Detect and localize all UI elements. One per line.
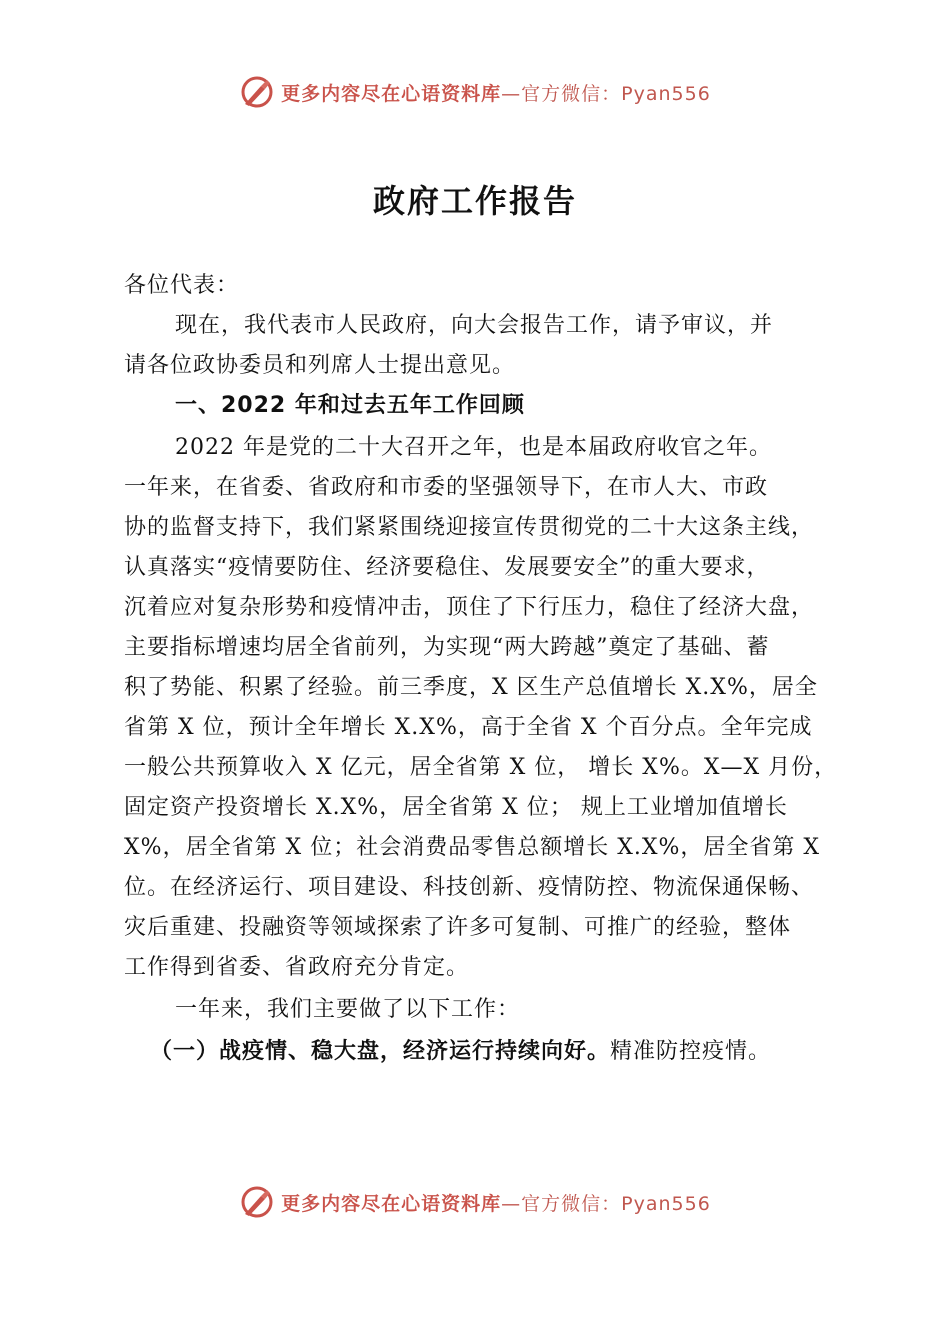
item-heading-line	[150, 1032, 870, 1072]
body-line: 省第 X 位，预计全年增长 X.X%，高于全省 X 个百分点。全年完成	[124, 715, 813, 740]
banner-wechat-text: —官方微信：Pyan556	[501, 82, 711, 105]
intro-line: 请各位政协委员和列席人士提出意见。	[124, 353, 516, 378]
section-heading: 一、2022 年和过去五年工作回顾	[175, 393, 525, 418]
item-heading-rest: 精准防控疫情。	[610, 1039, 772, 1064]
body-line: 一年来，在省委、省政府和市委的坚强领导下，在市人大、市政	[124, 475, 769, 500]
banner-brand-text: 更多内容尽在心语资料库	[281, 1192, 502, 1215]
pen-circle-logo-icon	[239, 1184, 275, 1220]
footer-watermark-banner	[0, 1180, 950, 1224]
pen-circle-logo-icon	[239, 74, 275, 110]
body-line: X%，居全省第 X 位；社会消费品零售总额增长 X.X%，居全省第 X	[124, 835, 821, 860]
banner-wechat-text: —官方微信：Pyan556	[501, 1192, 711, 1215]
body-line: 灾后重建、投融资等领域探索了许多可复制、可推广的经验，整体	[124, 915, 792, 940]
intro-line: 现在，我代表市人民政府，向大会报告工作，请予审议，并	[175, 313, 774, 338]
summary-line: 一年来，我们主要做了以下工作：	[175, 997, 521, 1022]
body-line: 主要指标增速均居全省前列，为实现“两大跨越”奠定了基础、蓄	[124, 635, 770, 660]
salutation: 各位代表：	[124, 273, 240, 298]
item-heading-bold: （一）战疫情、稳大盘，经济运行持续向好。	[150, 1039, 611, 1064]
body-line: 认真落实“疫情要防住、经济要稳住、发展要安全”的重大要求，	[124, 555, 770, 580]
body-line: 位。在经济运行、项目建设、科技创新、疫情防控、物流保通保畅、	[124, 875, 815, 900]
body-line: 2022 年是党的二十大召开之年，也是本届政府收官之年。	[175, 435, 772, 460]
body-line: 固定资产投资增长 X.X%，居全省第 X 位； 规上工业增加值增长	[124, 795, 788, 820]
body-line: 协的监督支持下，我们紧紧围绕迎接宣传贯彻党的二十大这条主线，	[124, 515, 815, 540]
body-line: 一般公共预算收入 X 亿元，居全省第 X 位， 增长 X%。X—X 月份，	[124, 755, 838, 780]
header-watermark-banner	[0, 70, 950, 114]
body-line: 工作得到省委、省政府充分肯定。	[124, 955, 470, 980]
page-title: 政府工作报告	[372, 182, 577, 220]
body-line: 沉着应对复杂形势和疫情冲击，顶住了下行压力，稳住了经济大盘，	[124, 595, 815, 620]
body-line: 积了势能、积累了经验。前三季度，X 区生产总值增长 X.X%，居全	[124, 675, 818, 700]
banner-brand-text: 更多内容尽在心语资料库	[281, 82, 502, 105]
